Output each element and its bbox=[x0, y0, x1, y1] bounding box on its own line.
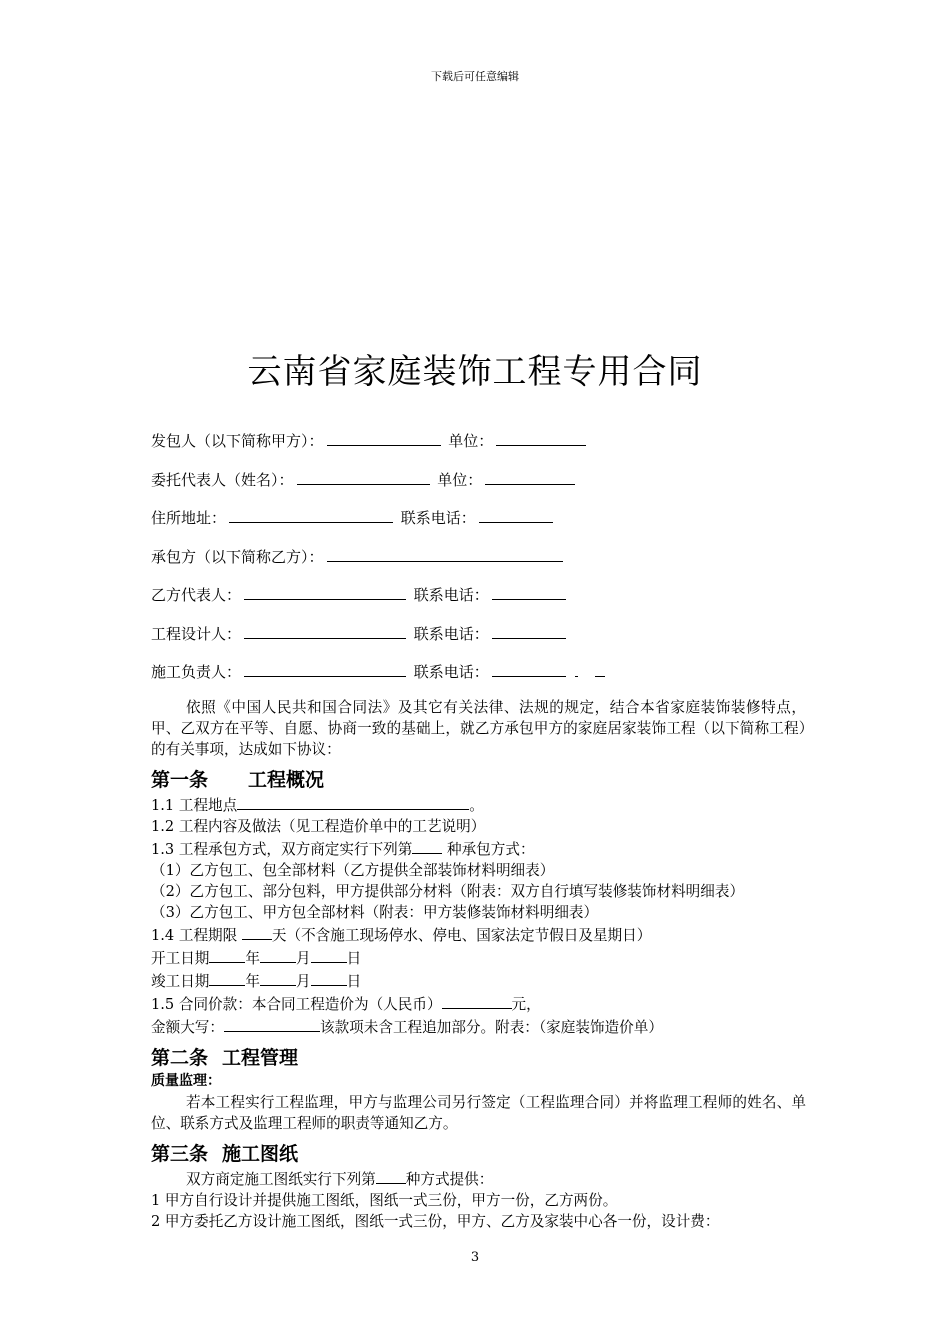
clause-text: 1.4 工程期限 bbox=[151, 927, 242, 944]
day-label: 日 bbox=[346, 973, 362, 990]
amount-words-blank[interactable] bbox=[224, 1015, 320, 1032]
clause-1-4 bbox=[151, 923, 806, 946]
page-header-note: 下载后可任意编辑 bbox=[431, 70, 519, 83]
field-row-construction-lead bbox=[151, 661, 608, 700]
month-blank[interactable] bbox=[260, 969, 296, 986]
day-blank[interactable] bbox=[311, 969, 347, 986]
clause-text: 元， bbox=[511, 996, 541, 1013]
finish-date-label: 竣工日期 bbox=[151, 973, 210, 990]
party-b-blank[interactable] bbox=[327, 546, 563, 562]
field-row-b-rep bbox=[151, 584, 608, 623]
supervision-paragraph: 若本工程实行工程监理，甲方与监理公司另行签定（工程监理合同）并将监理工程师的姓名、单位、联系方式及监理工程师的职责等通知乙方。 bbox=[151, 1094, 806, 1132]
year-label: 年 bbox=[245, 973, 260, 990]
party-a-blank[interactable] bbox=[327, 430, 441, 446]
unit-label: 单位： bbox=[448, 432, 494, 450]
phone-blank[interactable] bbox=[492, 623, 566, 639]
phone-label: 联系电话： bbox=[413, 624, 489, 643]
clause-text: 种承包方式： bbox=[442, 841, 535, 858]
phone-label: 联系电话： bbox=[400, 509, 476, 527]
address-label: 住所地址： bbox=[151, 509, 227, 527]
article-1-number: 第一条 bbox=[151, 769, 209, 791]
designer-blank[interactable] bbox=[244, 623, 406, 639]
start-date-row bbox=[151, 946, 806, 969]
option-blank[interactable] bbox=[412, 837, 442, 854]
field-row-agent bbox=[151, 469, 608, 508]
day-label: 日 bbox=[346, 950, 362, 967]
phone-label: 联系电话： bbox=[413, 663, 489, 681]
party-b-label: 承包方（以下简称乙方）： bbox=[151, 547, 324, 566]
article-1-title: 工程概况 bbox=[248, 769, 325, 791]
clause-text: 该款项未含工程追加部分。附表：（家庭装饰造价单） bbox=[319, 1019, 663, 1036]
clause-text: 双方商定施工图纸实行下列第 bbox=[186, 1171, 376, 1188]
unit-label: 单位： bbox=[437, 470, 483, 489]
address-blank[interactable] bbox=[229, 507, 393, 523]
month-blank[interactable] bbox=[260, 946, 296, 963]
party-fields bbox=[151, 430, 608, 700]
drawings-method-line bbox=[151, 1167, 806, 1190]
article-2-number: 第二条 bbox=[151, 1047, 209, 1069]
phone-blank[interactable] bbox=[479, 507, 553, 523]
extra-blank bbox=[595, 661, 605, 677]
agent-blank[interactable] bbox=[297, 469, 430, 485]
year-blank[interactable] bbox=[209, 969, 245, 986]
clause-text: 种方式提供： bbox=[405, 1171, 494, 1188]
method-blank[interactable] bbox=[376, 1167, 406, 1184]
drawings-option-1: 1 甲方自行设计并提供施工图纸，图纸一式三份，甲方一份，乙方两份。 bbox=[151, 1192, 618, 1209]
finish-date-row bbox=[151, 969, 806, 992]
extra-blank bbox=[575, 661, 578, 677]
article-1-heading bbox=[151, 767, 806, 793]
unit-blank[interactable] bbox=[485, 469, 575, 485]
article-3-title: 施工图纸 bbox=[222, 1143, 299, 1165]
field-row-designer bbox=[151, 623, 608, 662]
option-1: （1）乙方包工、包全部材料（乙方提供全部装饰材料明细表） bbox=[151, 862, 555, 879]
clause-text: 金额大写： bbox=[151, 1019, 224, 1036]
party-a-label: 发包人（以下简称甲方）： bbox=[151, 432, 324, 450]
b-rep-label: 乙方代表人： bbox=[151, 586, 242, 604]
page-number: 3 bbox=[470, 1250, 480, 1265]
clause-text: 1.5 合同价款：本合同工程造价为（人民币） bbox=[151, 996, 442, 1013]
clause-text: 。 bbox=[469, 797, 484, 814]
clause-text: 天（不含施工现场停水、停电、国家法定节假日及星期日） bbox=[271, 927, 652, 944]
phone-label: 联系电话： bbox=[413, 586, 489, 604]
unit-blank[interactable] bbox=[496, 430, 586, 446]
days-blank[interactable] bbox=[242, 923, 272, 940]
contract-body bbox=[151, 697, 806, 1232]
drawings-option-2: 2 甲方委托乙方设计施工图纸，图纸一式三份，甲方、乙方及家装中心各一份，设计费： bbox=[151, 1213, 720, 1230]
option-3: （3）乙方包工、甲方包全部材料（附表：甲方装修装饰材料明细表） bbox=[151, 904, 599, 921]
agent-label: 委托代表人（姓名）： bbox=[151, 470, 294, 489]
quality-supervision-label: 质量监理： bbox=[151, 1073, 221, 1089]
field-row-address bbox=[151, 507, 608, 546]
start-date-label: 开工日期 bbox=[151, 950, 210, 967]
phone-blank[interactable] bbox=[492, 584, 566, 600]
amount-row bbox=[151, 1015, 806, 1038]
year-blank[interactable] bbox=[209, 946, 245, 963]
clause-1-2: 1.2 工程内容及做法（见工程造价单中的工艺说明） bbox=[151, 818, 486, 835]
clause-text: 1.3 工程承包方式，双方商定实行下列第 bbox=[151, 841, 413, 858]
designer-label: 工程设计人： bbox=[151, 624, 242, 643]
site-blank[interactable] bbox=[237, 793, 469, 810]
option-2: （2）乙方包工、部分包料，甲方提供部分材料（附表：双方自行填写装修装饰材料明细表） bbox=[151, 883, 745, 900]
b-rep-blank[interactable] bbox=[244, 584, 406, 600]
article-3-heading bbox=[151, 1141, 806, 1167]
clause-text: 1.1 工程地点 bbox=[151, 797, 238, 814]
construction-lead-blank[interactable] bbox=[244, 661, 406, 677]
field-row-party-b bbox=[151, 546, 608, 585]
intro-paragraph: 依照《中国人民共和国合同法》及其它有关法律、法规的规定，结合本省家庭装饰装修特点，甲、乙双方在平等、自愿、协商一致的基础上，就乙方承包甲方的家庭居家装饰工程（以下简称工程）的有关事项，达成如下协议： bbox=[151, 699, 806, 758]
day-blank[interactable] bbox=[311, 946, 347, 963]
article-2-title: 工程管理 bbox=[222, 1047, 299, 1069]
contract-title: 云南省家庭装饰工程专用合同 bbox=[247, 352, 703, 392]
month-label: 月 bbox=[296, 973, 311, 990]
year-label: 年 bbox=[245, 950, 260, 967]
article-2-heading bbox=[151, 1045, 806, 1071]
clause-1-1 bbox=[151, 793, 806, 816]
field-row-party-a bbox=[151, 430, 608, 469]
month-label: 月 bbox=[296, 950, 311, 967]
clause-1-5 bbox=[151, 992, 806, 1015]
clause-1-3 bbox=[151, 837, 806, 860]
price-blank[interactable] bbox=[442, 992, 512, 1009]
phone-blank[interactable] bbox=[492, 661, 566, 677]
construction-lead-label: 施工负责人： bbox=[151, 663, 242, 681]
article-3-number: 第三条 bbox=[151, 1143, 209, 1165]
